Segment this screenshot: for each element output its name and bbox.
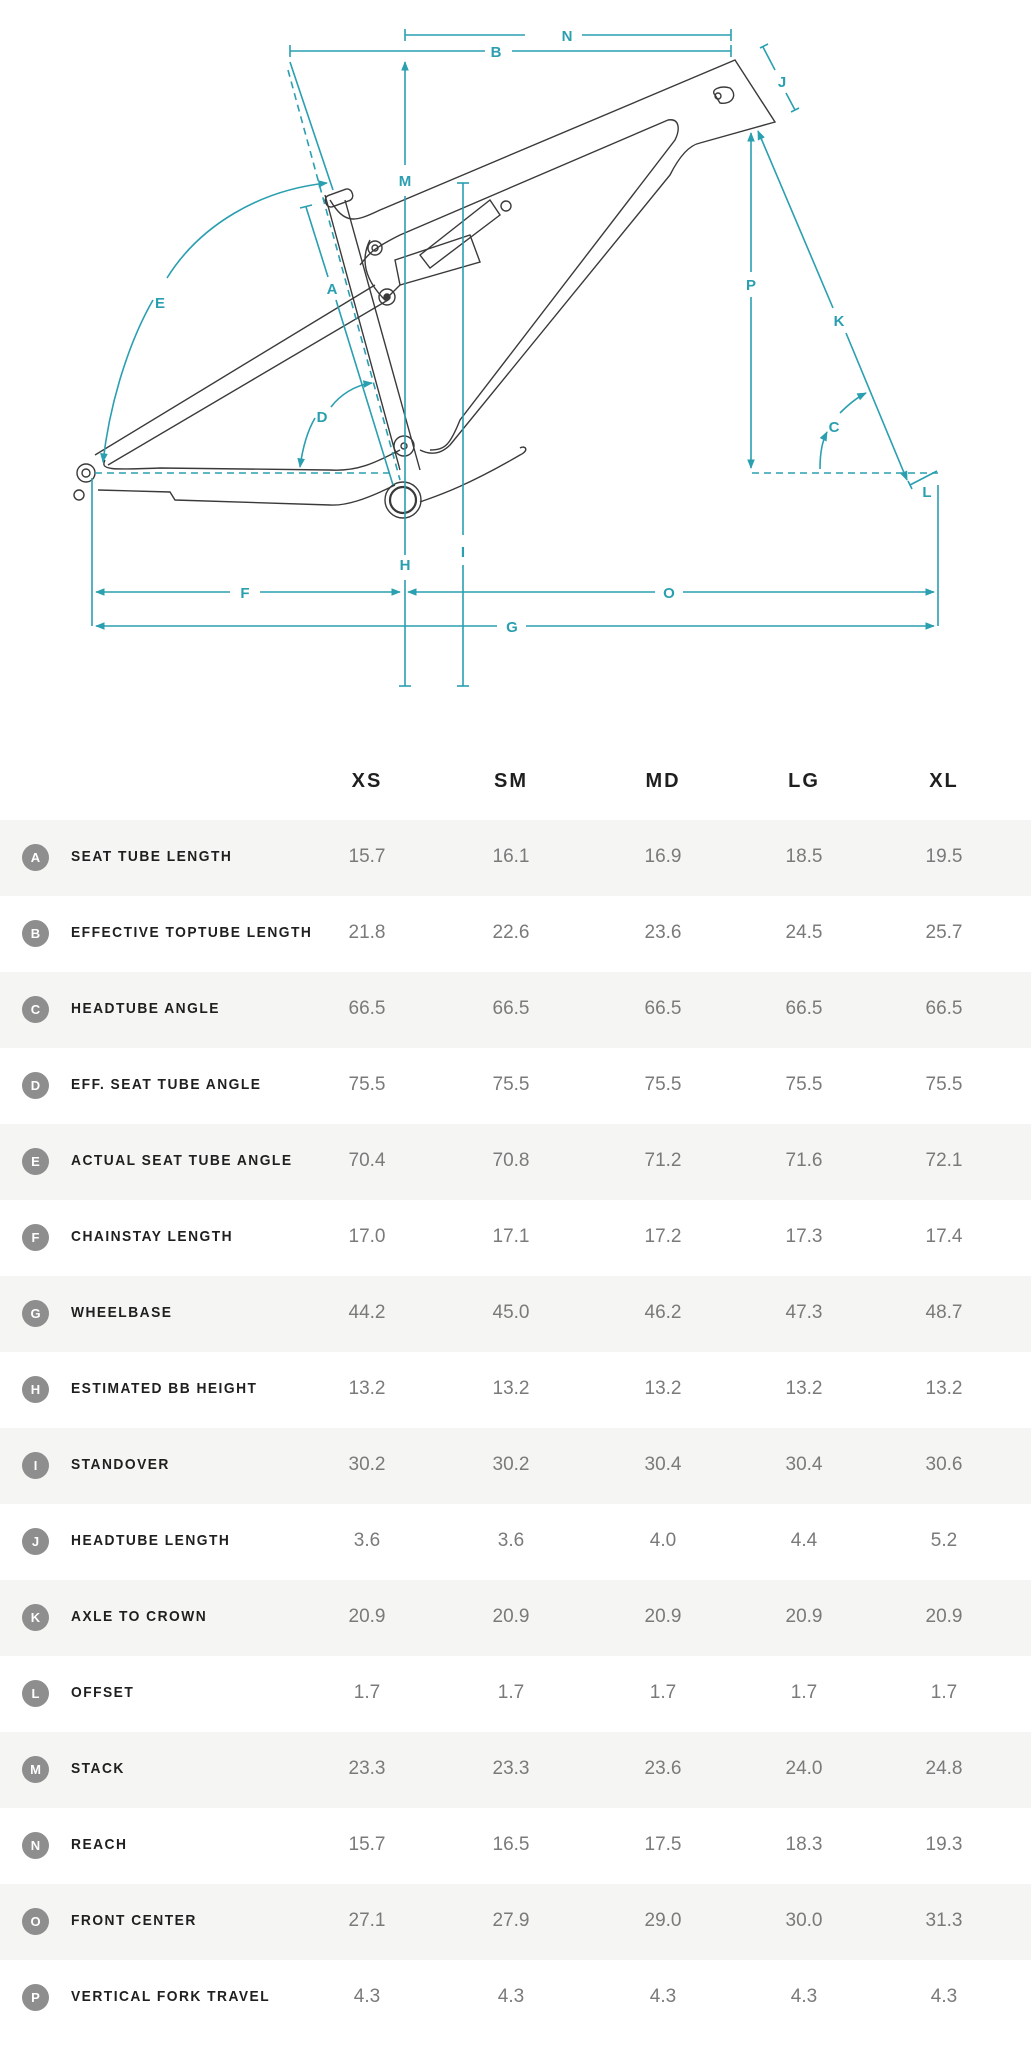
geometry-table <box>0 744 1031 2036</box>
value-xs: 20.9 <box>348 1606 386 1627</box>
dimension-letter-badge: B <box>22 920 49 947</box>
measurement-label: ACTUAL SEAT TUBE ANGLE <box>71 1152 293 1169</box>
value-xl: 19.3 <box>925 1834 963 1855</box>
value-xl: 1.7 <box>930 1682 958 1703</box>
value-xl: 17.4 <box>925 1226 963 1247</box>
size-header-sm: SM <box>494 770 528 792</box>
table-row-j <box>0 1504 1031 1580</box>
value-lg: 18.3 <box>785 1834 823 1855</box>
dim-label-a: A <box>326 281 338 298</box>
value-sm: 70.8 <box>492 1150 530 1171</box>
value-lg: 47.3 <box>785 1302 823 1323</box>
measurement-label: HEADTUBE LENGTH <box>71 1532 231 1549</box>
value-lg: 1.7 <box>790 1682 818 1703</box>
value-sm: 17.1 <box>492 1226 530 1247</box>
measurement-label: OFFSET <box>71 1684 135 1701</box>
value-xs: 4.3 <box>353 1986 381 2007</box>
value-xs: 15.7 <box>348 1834 386 1855</box>
dim-label-c: C <box>828 419 840 436</box>
value-md: 29.0 <box>644 1910 682 1931</box>
value-xl: 30.6 <box>925 1454 963 1475</box>
dimension-letter-badge: M <box>22 1756 49 1783</box>
table-row-n <box>0 1808 1031 1884</box>
value-sm: 66.5 <box>492 998 530 1019</box>
dimension-letter-badge: P <box>22 1984 49 2011</box>
value-xl: 72.1 <box>925 1150 963 1171</box>
value-md: 30.4 <box>644 1454 682 1475</box>
value-lg: 18.5 <box>785 846 823 867</box>
dim-label-p: P <box>745 277 757 294</box>
value-lg: 30.4 <box>785 1454 823 1475</box>
value-lg: 20.9 <box>785 1606 823 1627</box>
value-md: 17.5 <box>644 1834 682 1855</box>
dim-label-i: I <box>460 544 466 561</box>
value-xl: 24.8 <box>925 1758 963 1779</box>
dimension-letter-badge: F <box>22 1224 49 1251</box>
table-row-a <box>0 820 1031 896</box>
value-xs: 13.2 <box>348 1378 386 1399</box>
value-md: 16.9 <box>644 846 682 867</box>
dimension-letter-badge: G <box>22 1300 49 1327</box>
dim-label-f: F <box>240 585 250 602</box>
value-md: 75.5 <box>644 1074 682 1095</box>
value-lg: 71.6 <box>785 1150 823 1171</box>
dimension-letter-badge: H <box>22 1376 49 1403</box>
dim-label-g: G <box>506 619 518 636</box>
table-row-d <box>0 1048 1031 1124</box>
value-lg: 30.0 <box>785 1910 823 1931</box>
dimension-letter-badge: D <box>22 1072 49 1099</box>
value-sm: 20.9 <box>492 1606 530 1627</box>
dim-label-n: N <box>561 28 573 45</box>
table-row-f <box>0 1200 1031 1276</box>
value-xl: 31.3 <box>925 1910 963 1931</box>
dim-label-b: B <box>490 44 502 61</box>
value-lg: 24.0 <box>785 1758 823 1779</box>
value-xl: 5.2 <box>930 1530 958 1551</box>
value-md: 4.3 <box>649 1986 677 2007</box>
value-xs: 23.3 <box>348 1758 386 1779</box>
value-sm: 75.5 <box>492 1074 530 1095</box>
value-sm: 16.5 <box>492 1834 530 1855</box>
value-lg: 17.3 <box>785 1226 823 1247</box>
table-row-g <box>0 1276 1031 1352</box>
dimension-letters <box>155 28 932 636</box>
value-xs: 15.7 <box>348 846 386 867</box>
value-xl: 25.7 <box>925 922 963 943</box>
value-md: 46.2 <box>644 1302 682 1323</box>
value-lg: 75.5 <box>785 1074 823 1095</box>
table-row-k <box>0 1580 1031 1656</box>
size-header-lg: LG <box>788 770 820 792</box>
value-xl: 4.3 <box>930 1986 958 2007</box>
value-lg: 13.2 <box>785 1378 823 1399</box>
dimension-letter-badge: O <box>22 1908 49 1935</box>
dim-label-h: H <box>399 557 411 574</box>
value-md: 13.2 <box>644 1378 682 1399</box>
dim-label-o: O <box>663 585 675 602</box>
value-sm: 23.3 <box>492 1758 530 1779</box>
value-xs: 44.2 <box>348 1302 386 1323</box>
value-xs: 66.5 <box>348 998 386 1019</box>
value-xl: 66.5 <box>925 998 963 1019</box>
table-row-c <box>0 972 1031 1048</box>
dimension-letter-badge: I <box>22 1452 49 1479</box>
dim-label-l: L <box>922 484 932 501</box>
value-lg: 4.3 <box>790 1986 818 2007</box>
value-md: 66.5 <box>644 998 682 1019</box>
size-header-xl: XL <box>929 770 959 792</box>
bike-frame-illustration <box>0 0 1031 720</box>
table-row-o <box>0 1884 1031 1960</box>
value-lg: 66.5 <box>785 998 823 1019</box>
dim-label-e: E <box>154 295 166 312</box>
dim-label-j: J <box>777 74 787 91</box>
dimension-letter-badge: C <box>22 996 49 1023</box>
value-xl: 13.2 <box>925 1378 963 1399</box>
value-sm: 45.0 <box>492 1302 530 1323</box>
dimension-letter-badge: L <box>22 1680 49 1707</box>
measurement-label: VERTICAL FORK TRAVEL <box>71 1988 271 2005</box>
dimension-letter-badge: N <box>22 1832 49 1859</box>
measurement-label: STANDOVER <box>71 1456 170 1473</box>
value-xs: 70.4 <box>348 1150 386 1171</box>
dim-label-m: M <box>398 173 412 190</box>
value-sm: 13.2 <box>492 1378 530 1399</box>
table-row-h <box>0 1352 1031 1428</box>
value-xs: 27.1 <box>348 1910 386 1931</box>
value-xs: 1.7 <box>353 1682 381 1703</box>
value-sm: 30.2 <box>492 1454 530 1475</box>
measurement-label: CHAINSTAY LENGTH <box>71 1228 234 1245</box>
value-xs: 17.0 <box>348 1226 386 1247</box>
measurement-label: STACK <box>71 1760 125 1777</box>
measurement-label: EFF. SEAT TUBE ANGLE <box>71 1076 262 1093</box>
value-lg: 4.4 <box>790 1530 818 1551</box>
value-md: 17.2 <box>644 1226 682 1247</box>
value-md: 4.0 <box>649 1530 677 1551</box>
measurement-label: FRONT CENTER <box>71 1912 197 1929</box>
value-xs: 3.6 <box>353 1530 381 1551</box>
dimension-letter-badge: E <box>22 1148 49 1175</box>
value-xl: 19.5 <box>925 846 963 867</box>
size-header-row <box>0 744 1031 820</box>
value-md: 23.6 <box>644 1758 682 1779</box>
measurement-label: EFFECTIVE TOPTUBE LENGTH <box>71 924 313 941</box>
measurement-label: HEADTUBE ANGLE <box>71 1000 220 1017</box>
value-xs: 75.5 <box>348 1074 386 1095</box>
value-sm: 16.1 <box>492 846 530 867</box>
value-sm: 22.6 <box>492 922 530 943</box>
value-xl: 75.5 <box>925 1074 963 1095</box>
value-xl: 20.9 <box>925 1606 963 1627</box>
size-header-md: MD <box>645 770 681 792</box>
size-header-xs: XS <box>351 770 383 792</box>
table-row-l <box>0 1656 1031 1732</box>
value-md: 23.6 <box>644 922 682 943</box>
value-sm: 3.6 <box>497 1530 525 1551</box>
value-sm: 4.3 <box>497 1986 525 2007</box>
measurement-label: WHEELBASE <box>71 1304 173 1321</box>
value-sm: 1.7 <box>497 1682 525 1703</box>
frame-geometry-diagram <box>0 0 1031 720</box>
dimension-letter-badge: J <box>22 1528 49 1555</box>
frame-outline <box>74 60 775 518</box>
dim-label-k: K <box>833 313 845 330</box>
table-row-p <box>0 1960 1031 2036</box>
table-row-e <box>0 1124 1031 1200</box>
measurement-label: AXLE TO CROWN <box>71 1608 208 1625</box>
value-md: 71.2 <box>644 1150 682 1171</box>
dimension-letter-badge: K <box>22 1604 49 1631</box>
measurement-label: REACH <box>71 1836 128 1853</box>
table-row-i <box>0 1428 1031 1504</box>
value-xl: 48.7 <box>925 1302 963 1323</box>
measurement-label: ESTIMATED BB HEIGHT <box>71 1380 258 1397</box>
value-xs: 30.2 <box>348 1454 386 1475</box>
value-xs: 21.8 <box>348 922 386 943</box>
table-row-m <box>0 1732 1031 1808</box>
dimension-lines <box>92 29 938 686</box>
dimension-letter-badge: A <box>22 844 49 871</box>
dim-label-d: D <box>316 409 328 426</box>
table-row-b <box>0 896 1031 972</box>
value-md: 20.9 <box>644 1606 682 1627</box>
value-lg: 24.5 <box>785 922 823 943</box>
value-sm: 27.9 <box>492 1910 530 1931</box>
measurement-label: SEAT TUBE LENGTH <box>71 848 233 865</box>
value-md: 1.7 <box>649 1682 677 1703</box>
